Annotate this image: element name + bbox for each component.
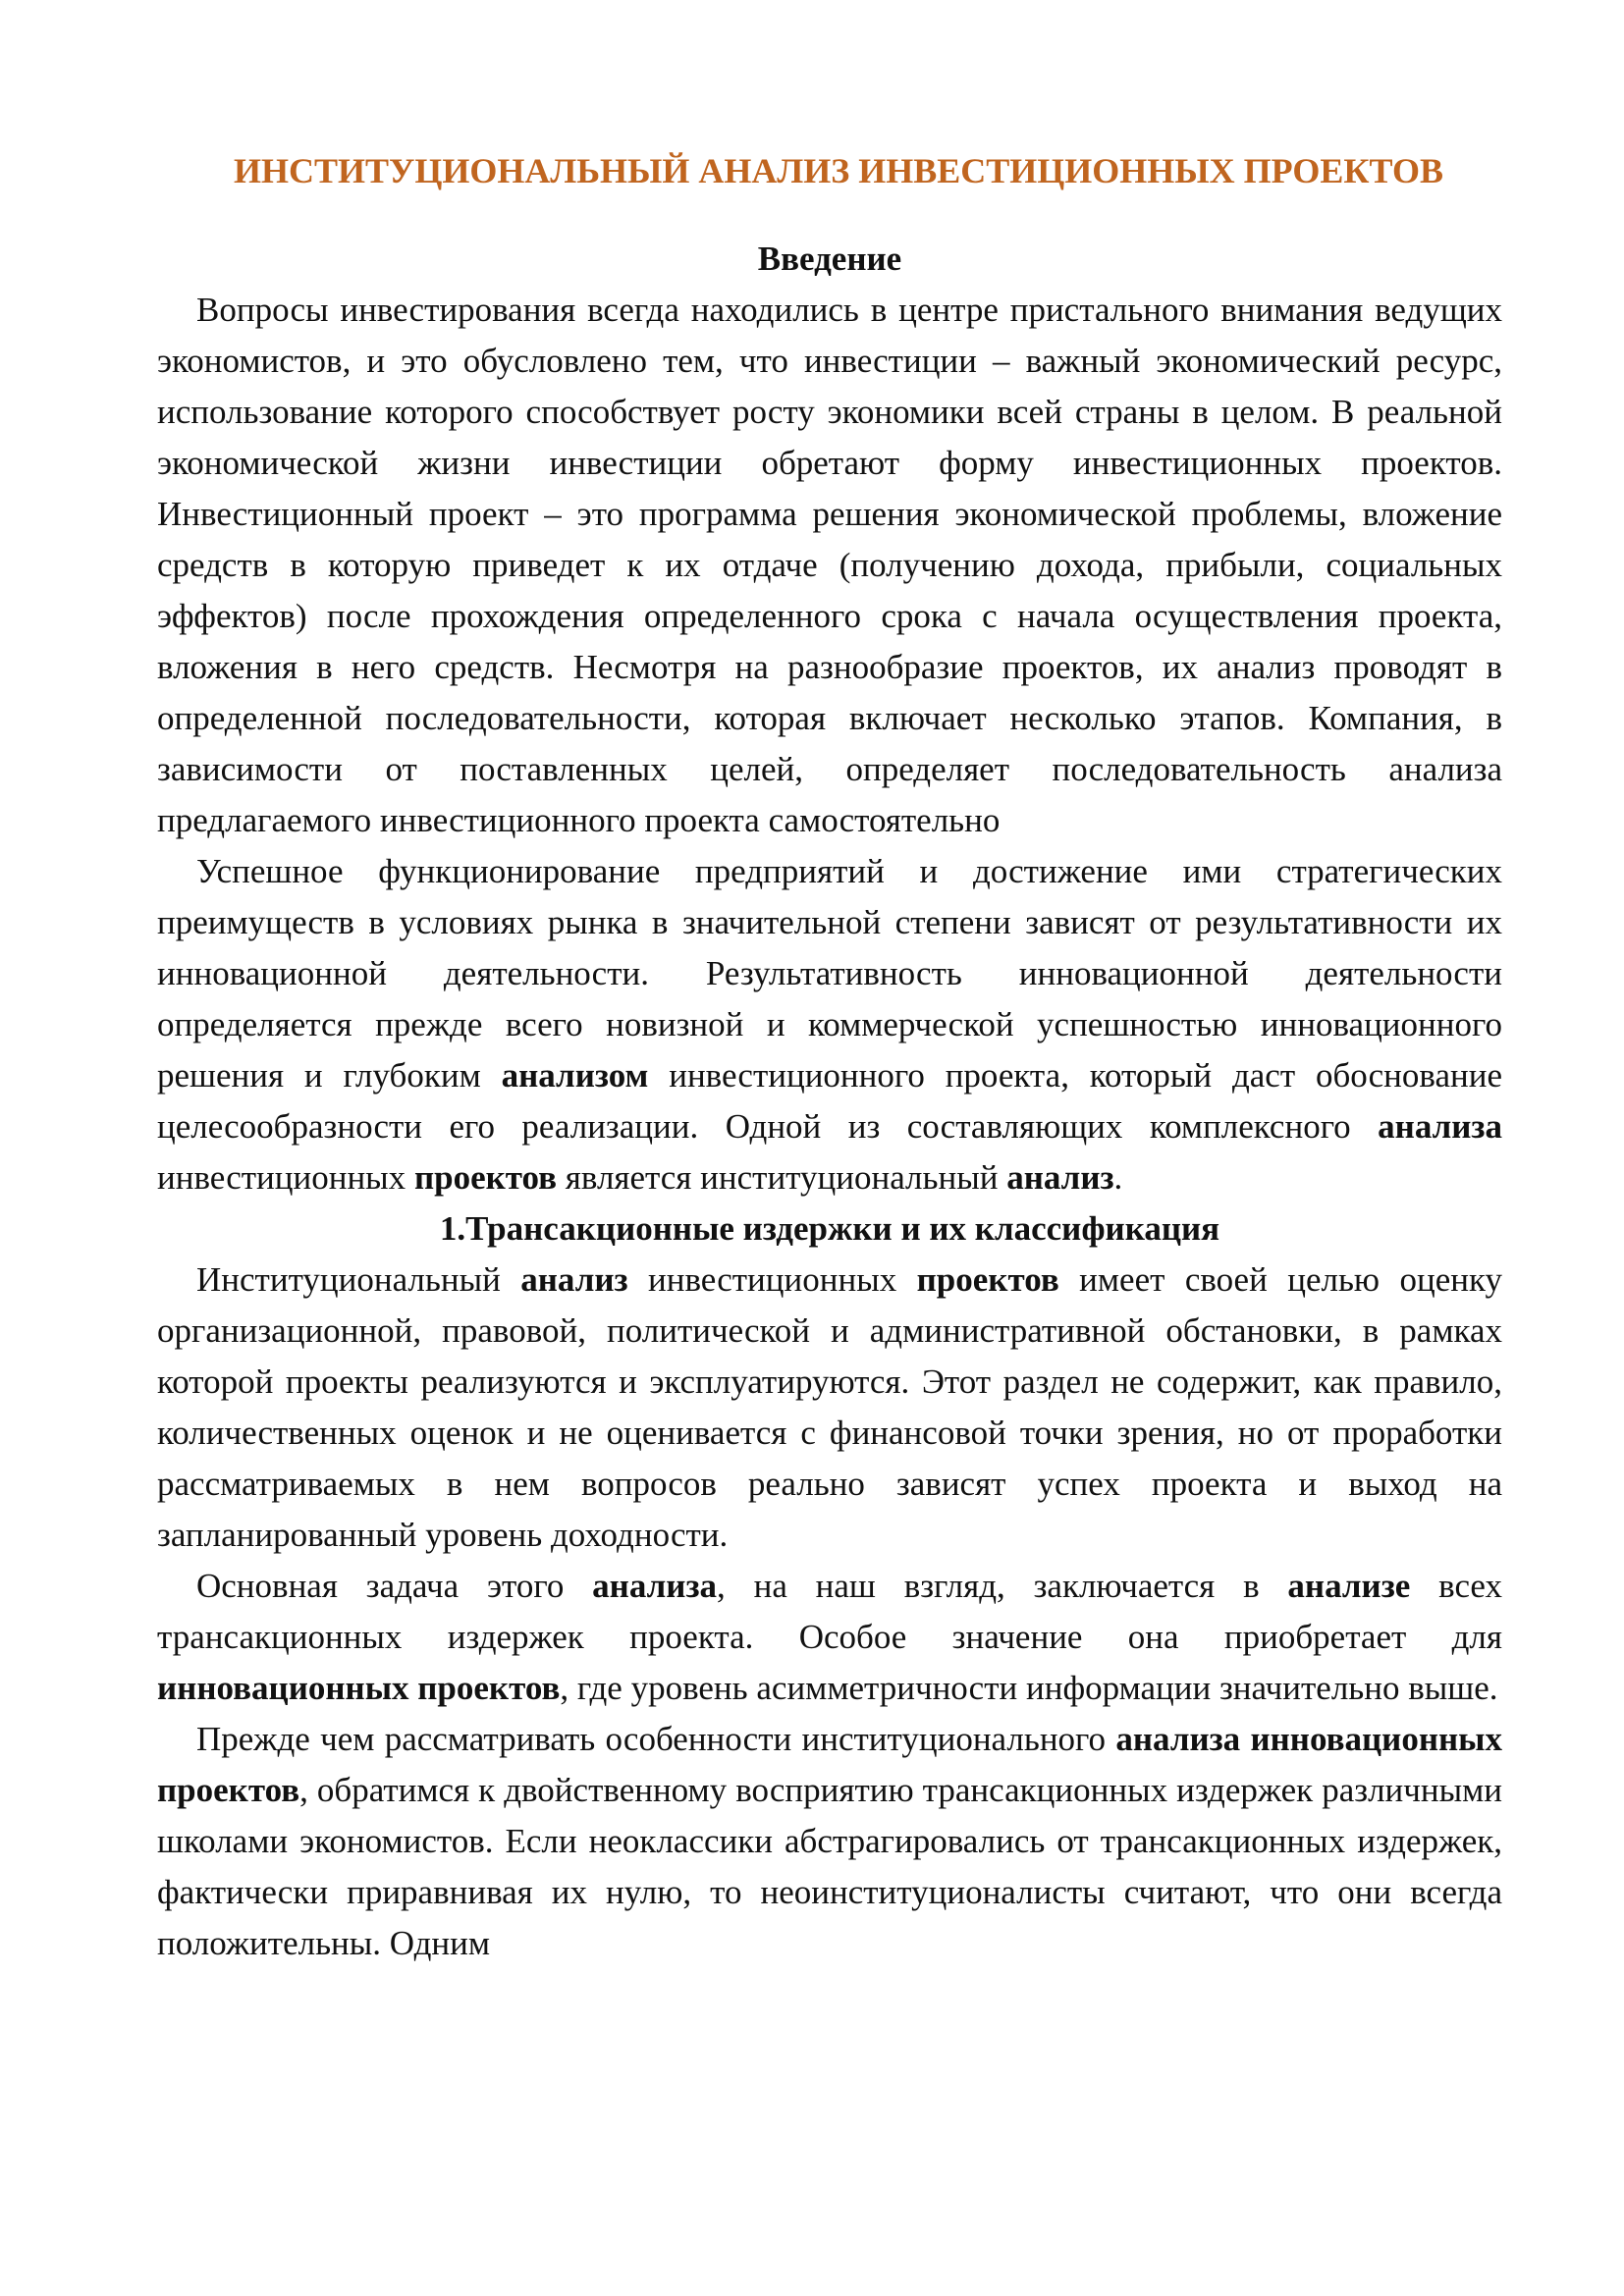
bold-term: анализа [1378, 1107, 1502, 1146]
text-run: Основная задача этого [196, 1567, 593, 1605]
bold-term: анализе [1287, 1567, 1411, 1605]
section-1-heading: 1.Трансакционные издержки и их классификация [439, 1209, 1220, 1248]
text-run: Прежде чем рассматривать особенности институционального [196, 1720, 1116, 1758]
text-run: , на наш взгляд, заключается в [717, 1567, 1288, 1605]
text-run: всех трансакционных издержек проекта. Особое значение она приобретает для [157, 1567, 1502, 1656]
text-run: инвестиционных [627, 1260, 917, 1299]
text-run: , где уровень асимметричности информации значительно выше. [560, 1669, 1498, 1707]
intro-heading: Введение [757, 240, 902, 278]
paragraph [157, 1561, 1502, 1714]
text-run: имеет своей целью оценку организационной, правовой, политической и административной обстановки, в рамках которой проекты реализуются и эксплуатируются. Этот раздел не содержит, как правило, количественных оценок и не оценивается с финансовой точки зрения, но от проработки рассматриваемых в нем вопросов реально зависят успех проекта и выход на запланированный уровень доходности. [157, 1260, 1503, 1554]
document-title: ИНСТИТУЦИОНАЛЬНЫЙ АНАЛИЗ ИНВЕСТИЦИОННЫХ ПРОЕКТОВ [233, 151, 1444, 190]
bold-term: анализ [520, 1260, 628, 1299]
text-run: Институциональный [196, 1260, 521, 1299]
bold-term: анализ [1006, 1158, 1114, 1197]
bold-term: анализом [501, 1056, 649, 1095]
paragraph [157, 846, 1502, 1203]
bold-term: проектов [413, 1158, 558, 1197]
text-run: Успешное функционирование предприятий и достижение ими стратегических преимуществ в условиях рынка в значительной степени зависят от результативности их инновационной деятельности. Результативность инновационной деятельности определяется прежде всего новизной и коммерческой успешностью инновационного решения и глубоким [157, 852, 1502, 1095]
text-run: , обратимся к двойственному восприятию трансакционных издержек различными школами экономистов. Если неоклассики абстрагировались от трансакционных издержек, фактически приравнивая их нулю, то неоинституционалисты считают, что они всегда положительны. Одним [157, 1771, 1502, 1962]
text-run: Вопросы инвестирования всегда находились в центре пристального внимания ведущих экономистов, и это обусловлено тем, что инвестиции – важный экономический ресурс, использование которого способствует росту экономики всей страны в целом. В реальной экономической жизни инвестиции обретают форму инвестиционных проектов. Инвестиционный проект – это программа решения экономической проблемы, вложение средств в которую приведет к их отдаче (получению дохода, прибыли, социальных эффектов) после прохождения определенного срока с начала осуществления проекта, вложения в него средств. Несмотря на разнообразие проектов, их анализ проводят в определенной последовательности, которая включает несколько этапов. Компания, в зависимости от поставленных целей, определяет последовательность анализа предлагаемого инвестиционного проекта самостоятельно [157, 291, 1502, 839]
paragraph [157, 1714, 1502, 1969]
document-page [157, 147, 1502, 1969]
text-run: является институциональный [557, 1158, 1007, 1197]
text-run: . [1113, 1158, 1123, 1197]
bold-term: инновационных проектов [157, 1669, 561, 1707]
paragraph [157, 1255, 1502, 1561]
text-run: инвестиционных [157, 1158, 414, 1197]
bold-term: проектов [916, 1260, 1059, 1299]
text-run: инвестиционного проекта, который даст обоснование целесообразности его реализации. Одной из составляющих комплексного [157, 1056, 1502, 1146]
bold-term: анализа инновационных проектов [157, 1720, 1502, 1809]
bold-term: анализа [592, 1567, 718, 1605]
paragraph [157, 285, 1502, 846]
